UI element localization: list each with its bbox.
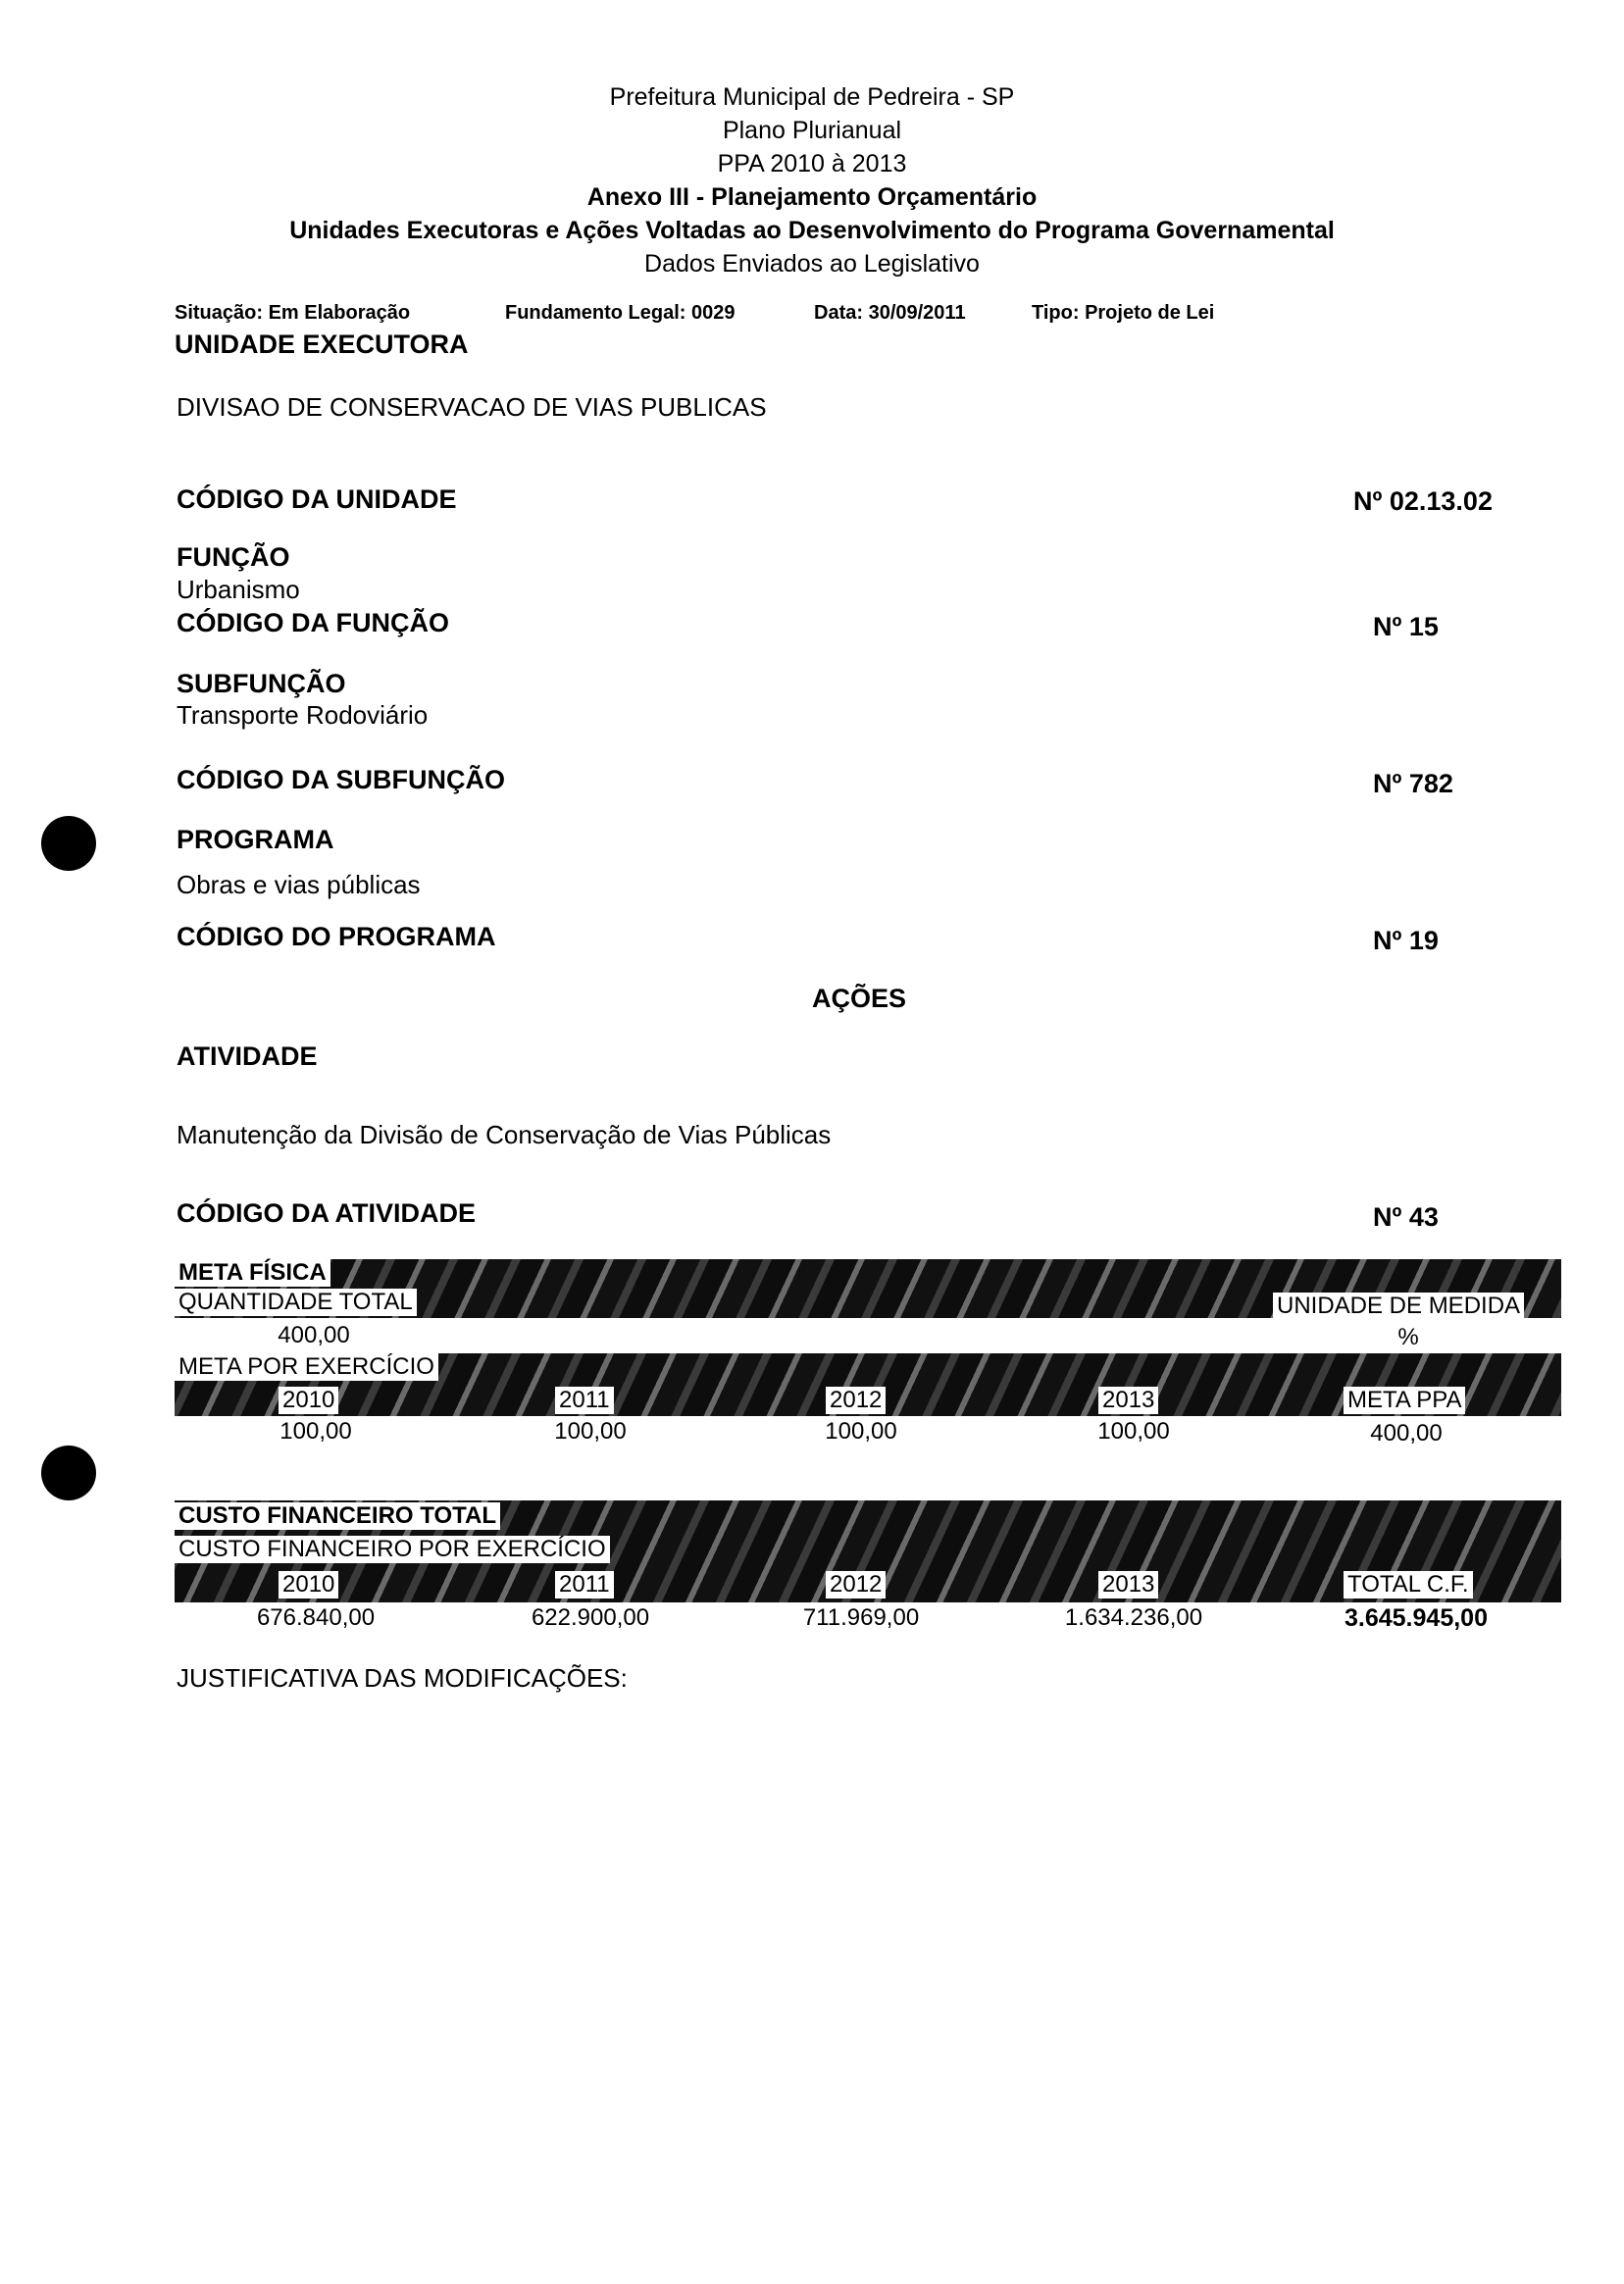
- meta-ppa-label: META PPA: [1344, 1387, 1465, 1414]
- codigo-unidade-label: CÓDIGO DA UNIDADE: [177, 484, 457, 514]
- meta-year-2011: 2011: [555, 1387, 614, 1414]
- meta-ppa-value: 400,00: [1370, 1420, 1443, 1447]
- custo-financeiro-total-label: CUSTO FINANCEIRO TOTAL: [175, 1502, 500, 1530]
- unidade-executora-label: UNIDADE EXECUTORA: [175, 330, 469, 359]
- codigo-funcao-label: CÓDIGO DA FUNÇÃO: [177, 608, 449, 637]
- punch-hole-top: [41, 816, 96, 871]
- punch-hole-bottom: [41, 1446, 96, 1500]
- quantidade-total-value: 400,00: [278, 1322, 350, 1348]
- meta-value-2012: 100,00: [825, 1418, 897, 1445]
- meta-value-2010: 100,00: [279, 1418, 352, 1445]
- funcao-value: Urbanismo: [177, 575, 300, 604]
- meta-fisica-label: META FÍSICA: [175, 1259, 330, 1287]
- codigo-atividade-value: Nº 43: [1373, 1202, 1439, 1232]
- funcao-label: FUNÇÃO: [177, 542, 290, 572]
- header-prefeitura: Prefeitura Municipal de Pedreira - SP: [609, 83, 1015, 111]
- unidade-medida-label: UNIDADE DE MEDIDA: [1273, 1293, 1524, 1320]
- custo-value-2010: 676.840,00: [256, 1604, 376, 1631]
- header-dados: Dados Enviados ao Legislativo: [644, 250, 980, 278]
- meta-value-2013: 100,00: [1097, 1418, 1170, 1445]
- atividade-value: Manutenção da Divisão de Conservação de Vias Públicas: [177, 1120, 832, 1149]
- programa-label: PROGRAMA: [177, 825, 334, 854]
- meta-year-2012: 2012: [826, 1387, 886, 1414]
- custo-por-exercicio-label: CUSTO FINANCEIRO POR EXERCÍCIO: [175, 1536, 610, 1563]
- meta-year-2010: 2010: [279, 1387, 338, 1414]
- justificativa-label: JUSTIFICATIVA DAS MODIFICAÇÕES:: [177, 1663, 628, 1693]
- data: Data: 30/09/2011: [814, 302, 966, 324]
- programa-value: Obras e vias públicas: [177, 870, 421, 899]
- custo-year-2010: 2010: [279, 1571, 338, 1599]
- custo-value-2012: 711.969,00: [802, 1604, 920, 1631]
- acoes-label: AÇÕES: [812, 984, 907, 1013]
- custo-year-2011: 2011: [555, 1571, 614, 1599]
- header-plano: Plano Plurianual: [722, 117, 902, 144]
- fundamento-legal: Fundamento Legal: 0029: [505, 302, 736, 324]
- unidade-medida-value: %: [1397, 1324, 1419, 1350]
- total-cf-value: 3.645.945,00: [1345, 1604, 1488, 1632]
- meta-por-exercicio-label: META POR EXERCÍCIO: [175, 1353, 438, 1381]
- tipo: Tipo: Projeto de Lei: [1032, 302, 1215, 324]
- situacao: Situação: Em Elaboração: [175, 302, 411, 324]
- subfuncao-value: Transporte Rodoviário: [177, 700, 429, 730]
- header-anexo: Anexo III - Planejamento Orçamentário: [586, 183, 1038, 211]
- header-unidades: Unidades Executoras e Ações Voltadas ao Desenvolvimento do Programa Governamental: [289, 217, 1335, 244]
- meta-year-2013: 2013: [1098, 1387, 1158, 1414]
- codigo-unidade-value: Nº 02.13.02: [1353, 486, 1493, 516]
- custo-year-2012: 2012: [826, 1571, 886, 1599]
- custo-value-2013: 1.634.236,00: [1064, 1604, 1203, 1631]
- atividade-label: ATIVIDADE: [177, 1041, 318, 1071]
- custo-value-2011: 622.900,00: [531, 1604, 650, 1631]
- codigo-subfuncao-value: Nº 782: [1373, 769, 1453, 798]
- custo-year-2013: 2013: [1098, 1571, 1158, 1599]
- quantidade-total-label: QUANTIDADE TOTAL: [175, 1289, 417, 1316]
- total-cf-label: TOTAL C.F.: [1344, 1571, 1473, 1599]
- codigo-funcao-value: Nº 15: [1373, 612, 1439, 641]
- unidade-name: DIVISAO DE CONSERVACAO DE VIAS PUBLICAS: [177, 392, 767, 422]
- codigo-programa-label: CÓDIGO DO PROGRAMA: [177, 922, 496, 951]
- codigo-atividade-label: CÓDIGO DA ATIVIDADE: [177, 1198, 477, 1228]
- subfuncao-label: SUBFUNÇÃO: [177, 669, 346, 698]
- codigo-subfuncao-label: CÓDIGO DA SUBFUNÇÃO: [177, 765, 505, 794]
- header-ppa: PPA 2010 à 2013: [717, 150, 907, 178]
- meta-value-2011: 100,00: [554, 1418, 627, 1445]
- codigo-programa-value: Nº 19: [1373, 926, 1439, 955]
